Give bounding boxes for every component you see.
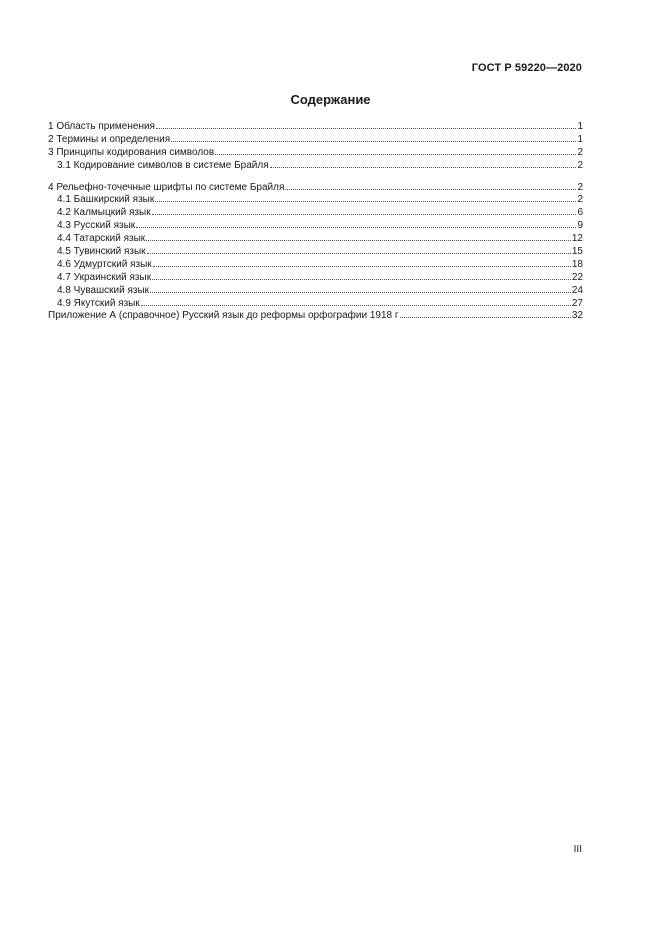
toc-entry[interactable] — [48, 180, 583, 193]
toc-entry-label: 3.1 Кодирование символов в системе Брайля — [57, 159, 269, 171]
toc-leader-dots — [147, 244, 571, 254]
toc-leader-dots — [153, 257, 571, 267]
toc-leader-dots — [141, 296, 571, 306]
toc-leader-dots — [156, 119, 576, 129]
toc-leader-dots — [270, 158, 577, 168]
toc-entry-label: 3 Принципы кодирования символов — [48, 146, 215, 158]
toc-leader-dots — [150, 283, 571, 293]
page-title: Содержание — [290, 92, 371, 107]
toc-leader-dots — [136, 218, 576, 228]
toc-entry[interactable] — [48, 205, 583, 218]
toc-entry-label: 4.8 Чувашский язык — [57, 284, 150, 296]
toc-entry-page: 1 — [577, 133, 583, 145]
toc-entry[interactable] — [48, 119, 583, 132]
toc-entry-page: 2 — [577, 159, 583, 171]
toc-entry-page: 2 — [577, 181, 583, 193]
toc-entry[interactable] — [48, 192, 583, 205]
toc-entry-label: Приложение А (справочное) Русский язык до реформы орфографии 1918 г — [48, 310, 399, 322]
toc-entry-page: 24 — [571, 284, 583, 296]
toc-leader-dots — [215, 145, 576, 155]
toc-leader-dots — [146, 231, 571, 241]
toc-entry[interactable] — [48, 257, 583, 270]
document-code: ГОСТ Р 59220—2020 — [471, 62, 582, 74]
toc-entry[interactable] — [48, 231, 583, 244]
toc-entry-label: 4.5 Тувинский язык — [57, 246, 146, 258]
toc-entry-page: 9 — [577, 220, 583, 232]
toc-entry[interactable] — [48, 244, 583, 257]
toc-leader-dots — [400, 308, 571, 318]
toc-leader-dots — [285, 180, 576, 190]
toc-entry-label: 4.7 Украинский язык — [57, 271, 152, 283]
toc-entry-page: 1 — [577, 121, 583, 132]
toc-entry[interactable] — [48, 218, 583, 231]
toc-entry-page: 12 — [571, 233, 583, 245]
toc-entry-page: 27 — [571, 297, 583, 309]
toc-entry[interactable] — [48, 158, 583, 171]
toc-entry-page: 6 — [577, 207, 583, 219]
toc-leader-dots — [152, 205, 577, 215]
toc-leader-dots — [171, 132, 576, 142]
toc-entry-page: 2 — [577, 146, 583, 158]
toc-entry-page: 32 — [571, 310, 583, 322]
toc-entry-label: 4.2 Калмыцкий язык — [57, 207, 151, 219]
toc-entry[interactable] — [48, 296, 583, 309]
toc-entry-page: 18 — [571, 258, 583, 270]
toc-leader-dots — [155, 192, 576, 202]
toc-entry-label: 4.3 Русский язык — [57, 220, 136, 232]
toc-entry[interactable] — [48, 145, 583, 158]
toc-entry[interactable] — [48, 270, 583, 283]
toc-entry-label: 2 Термины и определения — [48, 133, 171, 145]
table-of-contents — [48, 119, 583, 321]
toc-entry[interactable] — [48, 132, 583, 145]
toc-entry[interactable] — [48, 283, 583, 296]
toc-entry-label: 4 Рельефно-точечные шрифты по системе Брайля — [48, 181, 285, 193]
toc-entry[interactable] — [48, 308, 583, 321]
toc-entry-label: 1 Область применения — [48, 121, 155, 132]
page-number: III — [573, 844, 582, 855]
toc-leader-dots — [152, 270, 571, 280]
toc-entry-label: 4.4 Татарский язык — [57, 233, 146, 245]
toc-entry-page: 22 — [571, 271, 583, 283]
toc-entry-page: 2 — [577, 194, 583, 206]
toc-entry-label: 4.1 Башкирский язык — [57, 194, 155, 206]
toc-entry-page: 15 — [571, 246, 583, 258]
toc-entry-label: 4.6 Удмуртский язык — [57, 258, 152, 270]
toc-entry-label: 4.9 Якутский язык — [57, 297, 140, 309]
